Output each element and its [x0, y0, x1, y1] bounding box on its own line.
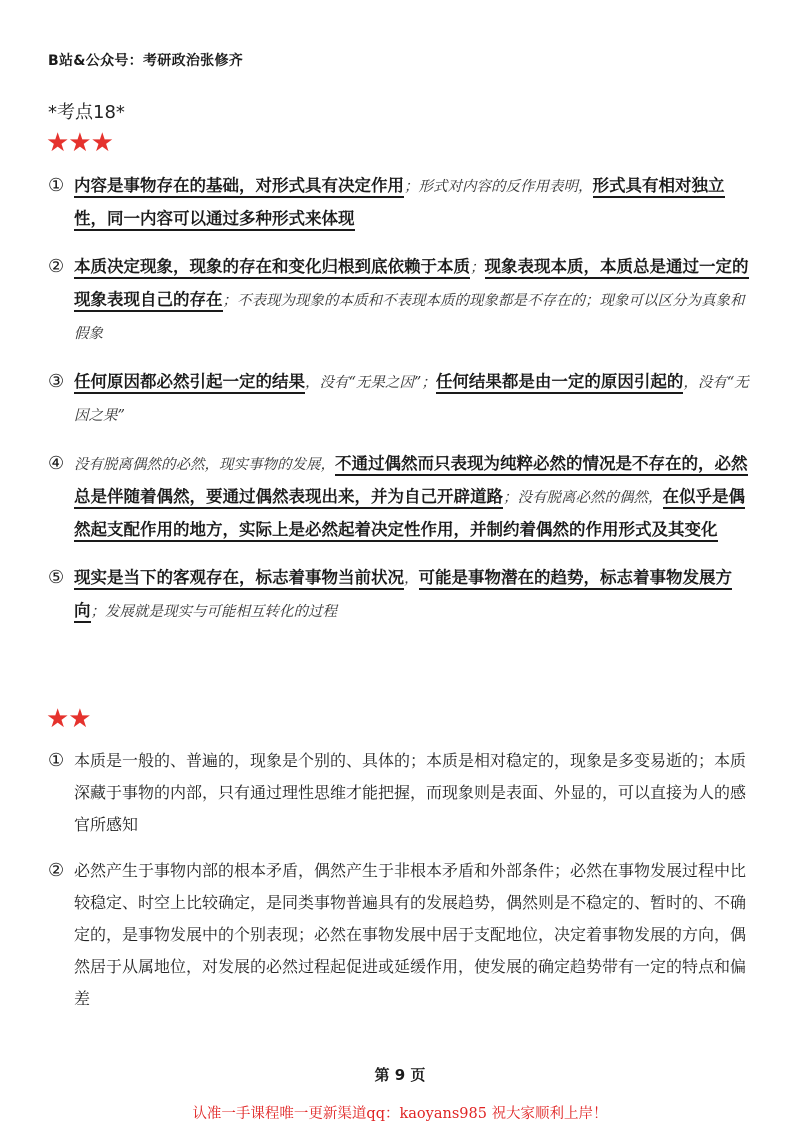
note-text: ，没有“无果之因”； — [305, 375, 436, 391]
note-text: 没有脱离偶然的必然，现实事物的发展， — [74, 457, 335, 473]
item-number: ② — [48, 860, 65, 881]
emphasized-text: 形式具有相对独立性，同一内容可以通过多种形式来体现 — [74, 176, 725, 231]
key-point-item — [48, 855, 754, 1015]
emphasized-text: 现象表现本质，本质总是通过一定的现象表现自己的存在 — [74, 257, 749, 312]
two-star-rating: ★★ — [46, 704, 91, 734]
item-text — [74, 251, 754, 350]
section-two-star — [48, 745, 754, 1029]
note-text: ；发展就是现实与可能相互转化的过程 — [90, 604, 337, 620]
item-text: 必然产生于事物内部的根本矛盾，偶然产生于非根本矛盾和外部条件；必然在事物发展过程中比较稳定、时空上比较确定，是同类事物普遍具有的发展趋势，偶然则是不稳定的、暂时的、不确定的，是事物发展中的个别表现；必然在事物发展中居于支配地位，决定着事物发展的方向，偶然居于从属地位，对发展的必然过程起促进或延缓作用，使发展的确定趋势带有一定的特点和偏差 — [74, 861, 747, 1008]
section-three-star — [48, 170, 754, 628]
three-star-rating: ★★★ — [46, 128, 113, 158]
emphasized-text: 现实是当下的客观存在，标志着事物当前状况 — [74, 568, 404, 590]
item-text — [74, 170, 754, 235]
note-text: ；不表现为现象的本质和不表现本质的现象都是不存在的；现象可以区分为真象和假象 — [74, 293, 745, 342]
emphasized-text: 任何原因都必然引起一定的结果 — [74, 372, 305, 394]
item-number: ① — [48, 175, 65, 196]
note-text: ， — [404, 571, 419, 587]
key-point-item — [48, 562, 754, 628]
key-point-item — [48, 170, 754, 235]
key-point-item — [48, 448, 754, 546]
item-number: ③ — [48, 371, 65, 392]
note-text: ；形式对内容的反作用表明， — [404, 179, 593, 195]
item-text — [74, 562, 754, 628]
note-text: ； — [470, 260, 485, 276]
page-number: 第 9 页 — [374, 1066, 426, 1084]
item-number: ④ — [48, 453, 65, 474]
item-number: ⑤ — [48, 567, 65, 588]
item-text — [74, 448, 754, 546]
key-point-item — [48, 745, 754, 841]
topic-label: *考点18* — [48, 102, 125, 123]
note-text: ；没有脱离必然的偶然， — [503, 490, 663, 506]
item-text — [74, 366, 754, 432]
emphasized-text: 本质决定现象，现象的存在和变化归根到底依赖于本质 — [74, 257, 470, 279]
note-text: ，没有“无因之果” — [74, 375, 749, 424]
item-text: 本质是一般的、普遍的，现象是个别的、具体的；本质是相对稳定的，现象是多变易逝的；本质深藏于事物的内部，只有通过理性思维才能把握，而现象则是表面、外显的，可以直接为人的感官所感知 — [74, 751, 747, 834]
key-point-item — [48, 366, 754, 432]
emphasized-text: 不通过偶然而只表现为纯粹必然的情况是不存在的，必然总是伴随着偶然，要通过偶然表现出来，并为自己开辟道路 — [74, 454, 748, 509]
footer-notice: 认准一手课程唯一更新渠道qq：kaoyans985 祝大家顺利上岸！ — [192, 1106, 608, 1122]
emphasized-text: 可能是事物潜在的趋势，标志着事物发展方向 — [74, 568, 732, 623]
key-point-item — [48, 251, 754, 350]
emphasized-text: 任何结果都是由一定的原因引起的 — [436, 372, 684, 394]
item-number: ① — [48, 750, 65, 771]
emphasized-text: 在似乎是偶然起支配作用的地方，实际上是必然起着决定性作用，并制约着偶然的作用形式及其变化 — [74, 487, 745, 542]
item-number: ② — [48, 256, 65, 277]
header-source: B站&公众号：考研政治张修齐 — [48, 53, 244, 69]
emphasized-text: 内容是事物存在的基础，对形式具有决定作用 — [74, 176, 404, 198]
